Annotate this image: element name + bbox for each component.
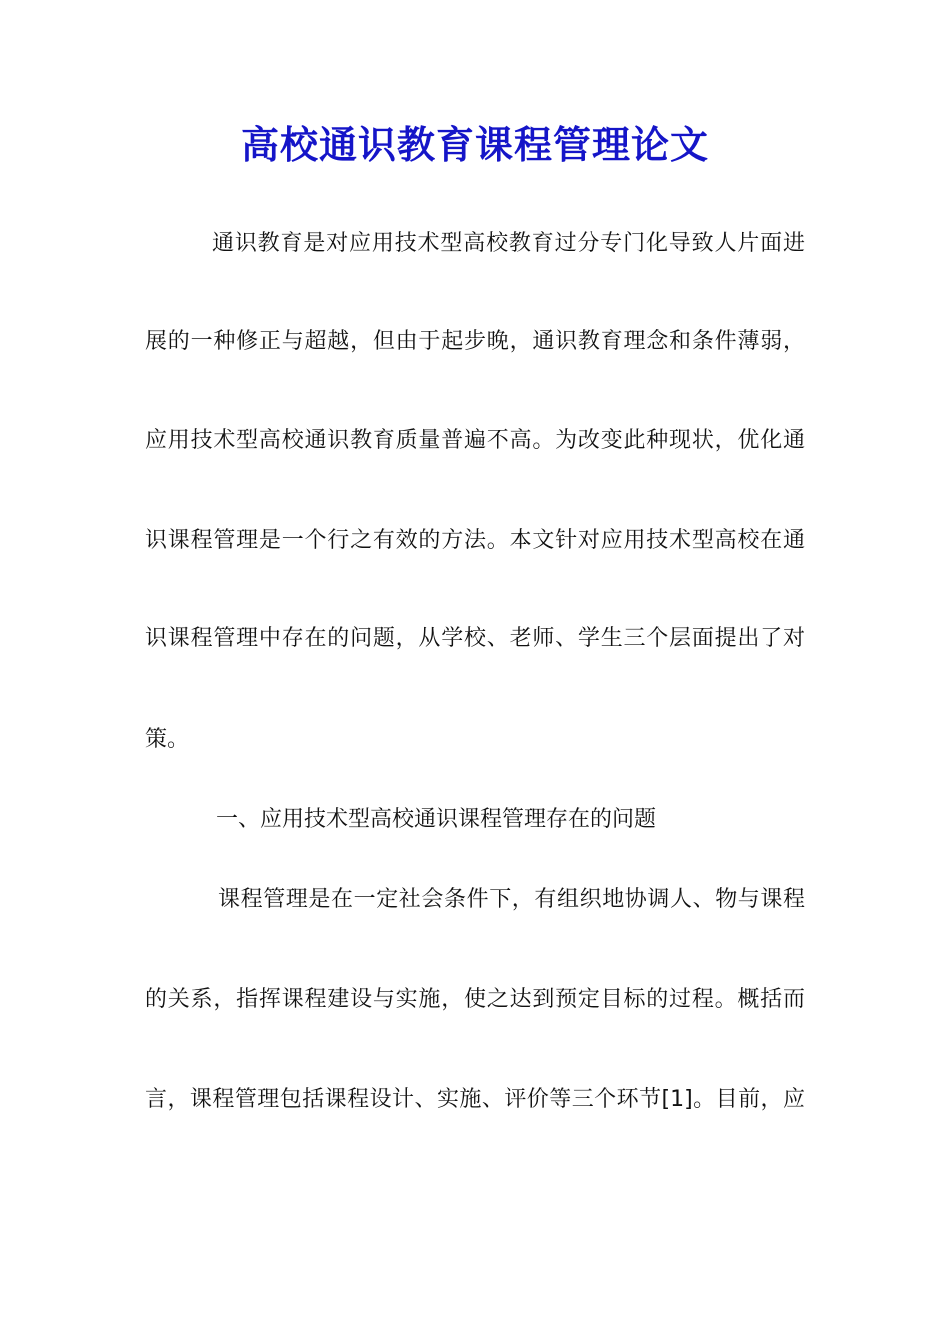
paragraph-line: 策。: [145, 727, 190, 752]
paragraph-line: 展的一种修正与超越，但由于起步晚，通识教育理念和条件薄弱，: [145, 329, 805, 354]
paragraph-line: 应用技术型高校通识教育质量普遍不高。为改变此种现状，优化通: [145, 428, 805, 453]
paragraph-line: 通识教育是对应用技术型高校教育过分专门化导致人片面进: [212, 231, 805, 256]
paragraph-line: 的关系，指挥课程建设与实施，使之达到预定目标的过程。概括而: [145, 987, 805, 1012]
paragraph-line: 课程管理是在一定社会条件下，有组织地协调人、物与课程: [218, 887, 805, 912]
section-heading: 一、应用技术型高校通识课程管理存在的问题: [216, 807, 657, 832]
document-title: 高校通识教育课程管理论文: [240, 122, 709, 167]
paragraph-line: 言，课程管理包括课程设计、实施、评价等三个环节[1]。目前，应: [145, 1087, 805, 1112]
paragraph-line: 识课程管理是一个行之有效的方法。本文针对应用技术型高校在通: [145, 528, 805, 553]
paragraph-line: 识课程管理中存在的问题，从学校、老师、学生三个层面提出了对: [145, 626, 805, 651]
